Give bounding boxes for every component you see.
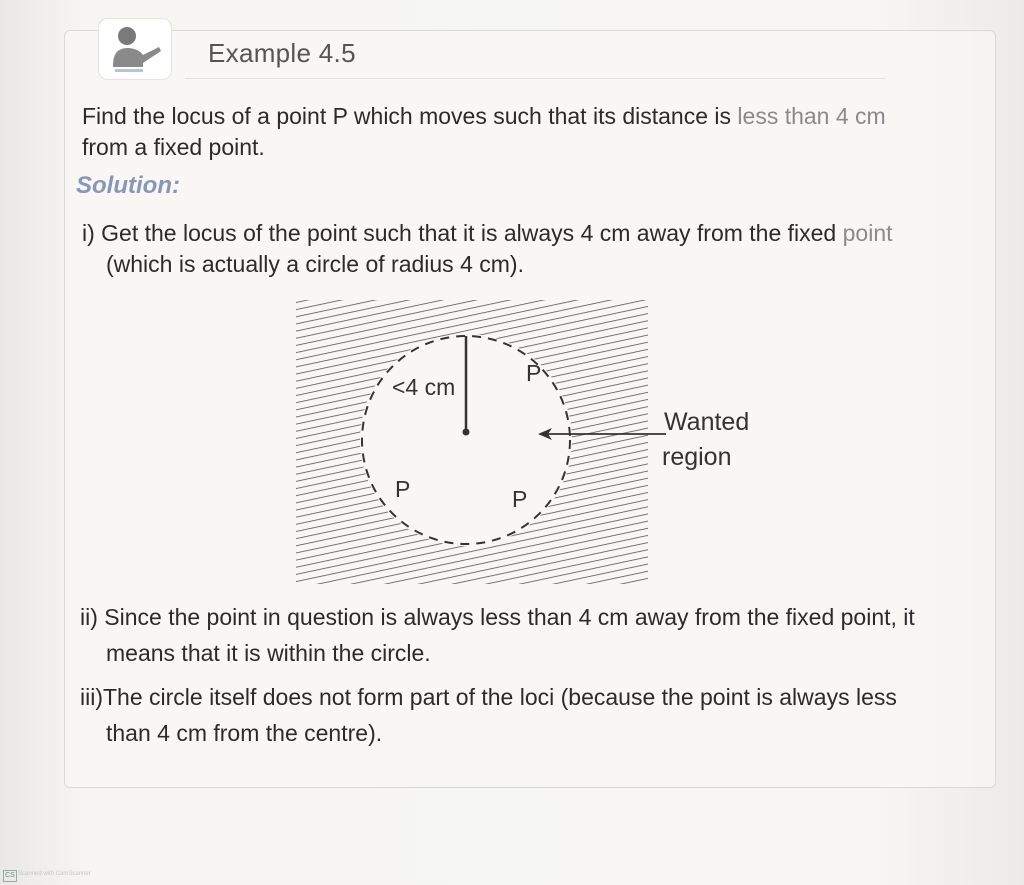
scanner-watermark: Scanned with CamScanner [18,871,91,877]
centre-point [463,429,470,436]
step-3-line-1: iii)The circle itself does not form part of the loci (because the point is always less [80,684,897,710]
question-line-1-faded: less than 4 cm [737,103,886,129]
step-1-line-2: (which is actually a circle of radius 4 cm). [106,251,524,277]
region-label-line-2: region [662,443,732,471]
scanner-logo: CS [3,870,17,882]
question-line-1-main: Find the locus of a point P which moves such that its distance is [82,103,738,129]
step-1-line-1-faded: point [842,220,893,246]
step-2-line-1: ii) Since the point in question is always less than 4 cm away from the fixed point, it [80,604,915,630]
region-label-line-1: Wanted [664,408,750,436]
point-label-bottom: P [512,486,528,512]
step-1-line-1-main: i) Get the locus of the point such that it is always 4 cm away from the fixed [82,220,843,246]
point-label-top: P [526,360,542,386]
step-3-line-2: than 4 cm from the centre). [106,720,383,746]
step-2-line-2: means that it is within the circle. [106,640,431,666]
example-title: Example 4.5 [208,38,356,68]
solution-heading: Solution: [76,172,180,199]
question-line-2: from a fixed point. [82,134,265,160]
radius-label: <4 cm [392,374,456,400]
hatched-region [296,300,648,584]
point-label-left: P [395,476,411,502]
